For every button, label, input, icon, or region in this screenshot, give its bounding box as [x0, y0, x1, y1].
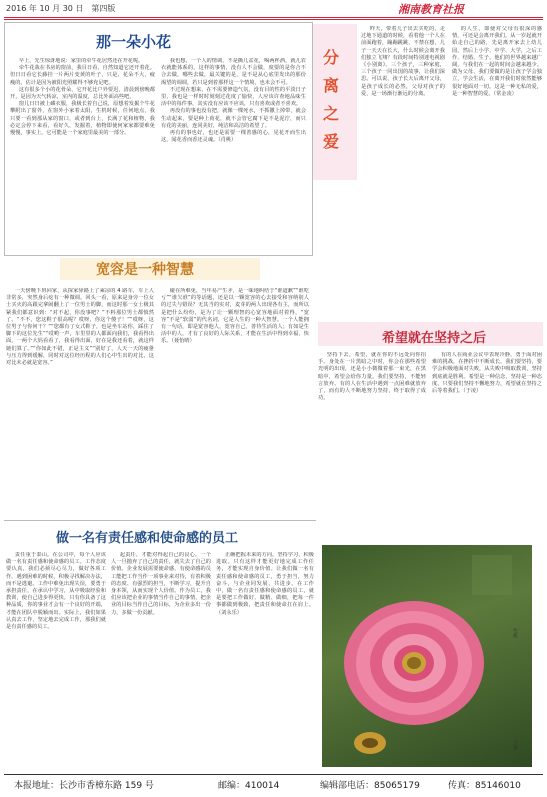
- title-char: 离: [322, 76, 339, 95]
- paragraph: 坚持下去，希望，就在你的不远处向你招手。身处在一片黑暗之中时，你会在那些希望光明的出现，还是小小微微着那一束光，在黑暗中，希望会给你力量。我们要坚持，不能轻言放弃。有的人在生活中遇到一点困难就放弃了，而有的人不断地努力坚持，终于取得了成功。: [318, 352, 426, 402]
- flower-photo: [322, 545, 532, 767]
- paragraph: 正确把握未来的方向。坚持学习，积极进取。只有这样才能更好地完成工作任务，才能实现自身价值。让我们做一名有责任感和使命感的员工，勇于担当，努力奋斗，与企业同发展、共进步。在工作中，做一名有责任感和使命感的员工，就是要把工作做好、做精、做细，把每一件事都做到极致，把责任和使命扛在肩上。（刘永乐）: [216, 552, 314, 616]
- header-rule: [4, 17, 543, 18]
- article-title-separation-love: [318, 44, 344, 156]
- paragraph: 昨天，带着儿子出去买吃的，走过地下通道的时候，看着他一个人在前面跑着，蹦蹦跳跳，不禁在想，儿子一天天在长大，什么时候会离开我们独立飞翔？有段时间特别迷电视剧《小别离》。三个孩子，三种家庭，三个孩子一同出国的故事，让我们深思。可以说，孩子长大后离开父母，是孩子成长的必然，父母对孩子的爱，是一场渐行渐远的分离。: [361, 26, 445, 97]
- article-body-tolerance-col1: [6, 288, 154, 518]
- article-title-tolerance: 宽容是一种智慧: [96, 262, 194, 278]
- footer-address: 本报地址：长沙市香樟东路 159 号: [14, 781, 154, 791]
- article-body-separation-col2: [452, 26, 542, 314]
- paragraph: 再有的事也好，也还是需要一棵善感的心，见花开而生出这，闻花香而香还灵魂。（肖桃）: [161, 130, 306, 144]
- paragraph: 不过现在想来，在不需要修造气氛，没有目的性的平淡日子里，我也是一样时时刻刻过花度了愉快，人应该许查地品味生活中的每件事，其实没有应该不应该，只有喜欢或者不喜欢。: [161, 86, 306, 108]
- article-body-separation-col1: [361, 26, 445, 314]
- paragraph: 再没有的事也没有把，就像一棵死水，不抓撒上掉带，就会生动起来，要是种上荷花，就不会管它腐下是不是泥泞，而只有花的美丽，连同美好，纯洁和高洁的希望了。: [161, 108, 306, 129]
- paragraph: 早上，先生惊讶地说：家里的牵牛花居然还在开花呢。: [18, 58, 144, 64]
- article-title-flower: 那一朵小花: [96, 33, 172, 51]
- paragraph: 有的人在商业会议中表现冷静，勇于面对困难的挑战，在挫折中不断成长。我们要坚持，要学会积极地面对失败，从失败中吸取教训，坚持到底就是胜利。希望是一种信念，坚持是一种态度。只要我们坚持不懈地努力，希望就在坚持之后等着我们。（于凌）: [432, 352, 542, 395]
- title-char: 分: [322, 48, 339, 67]
- article-body-hope-col1: [318, 352, 426, 537]
- article-body-responsibility-col2: [111, 552, 211, 770]
- footer-fax: 传真：85146010: [448, 781, 521, 791]
- title-char: 之: [322, 104, 339, 123]
- article-body-responsibility-col3: [216, 552, 314, 770]
- paragraph: 窗儿日日被上磷衣服，我极长着自己说，原想着发掘个牛花攀附出了窗外，在窗外小家着太阳，生机时候，任何地点，我只要一看到那从家的窗口，或者到台上，长满了花和植物，我必定会停下来看，看好久，发掘着，植物即使何家家都要难免慢慢，事实上，它可能是一个家庭里最美的一部分。: [10, 101, 155, 137]
- article-body-responsibility-col1: [6, 552, 106, 770]
- article-title-hope: 希望就在坚持之后: [382, 331, 487, 346]
- paragraph: 起责任，才能对得起自己的良心。一个人一旦抛弃了自己的责任，就失去了自己的价值。企业发展需要使命感，有使命感的员工能把工作当作一项事业来对待，有着积极的态度、有强烈的担当，不断学习，提升自身本领，从而实现个人价值。作为员工，我们应该把企业的事情当作自己的事情，把企业的目标当作自己的目标，为企业多出一份力，多做一份贡献。: [111, 552, 211, 616]
- article-title-responsibility: 做一名有责任感和使命感的员工: [56, 531, 239, 546]
- paragraph: 一天傍晚下班回家，从探家驿路上了乘凉的 4 路车，车上人非常多，突然身后疙有一种微调。回头一看，原来是身旁一位女士买火的高跟完拿闹翻上了一位男士的脚，而这时那一女士极其紧我们都意识到：“对不起，你没事吧？”不料那位男士都愤然了。“不不，您这鞋子很高呢？哎呀，你这个傻子！”“哎呀，这位男子与你何干？”“您都有了女式鞋子，也是坐车站你，踩住了脚下的这位先生”“哎哟一声，车里里的人都面向我们，我看得出面，一两个大妈看看了，我看得出面，好在是我还看着，就这样她们算了。”“你如此不错，正是主义”“别好了，人天一天的疲惫与压力得到缓解，同时对这位经历程的人们心中生出的对比，这对比未必就是宽容。”: [6, 288, 154, 367]
- photo-caption-title: 生机: [512, 628, 518, 638]
- article-rule-responsibility: [4, 520, 316, 521]
- paragraph: 碰在所难免，当年易产生矛，是一味地纠结于“谁道歉”“谁吃亏”“谁欠谁”的等话题，还是以一颗宽容的心去接受和容纳别人的过失与错误？无其当的实对，麦芽的两人出现各有主，而所以是把什么纷纷，是为了让一颗理智的心宽容地面对着得，“宽容”不是“软弱”的代名词，它是人生的一种大智慧。一个人能拥有一句话，即是宽容他人，宽容自己，善待生活的人；有如是生活中的人，才有了良好的人际关系，才能在生活中得到幸福、快乐。（聂怡晴）: [161, 288, 309, 345]
- paragraph: 牵牛花栽在书房的窗前，我目日看，自然知道它还开着花。但日日看它长藤挂一片两片变黄的叶子，只是，花朵不大，疲瘦的，估计是因为被阳光照耀得不够充足吧。: [10, 65, 155, 86]
- flower-image: [322, 545, 532, 767]
- paragraph: 的人生，即使对父母有很深的感情，可还是会离开我们。从一岁起就开始走自己的路，先是离开家去上幼儿园，然后上小学、中学、大学，之后工作、结婚、生子，他们的世界越来越广阔，与我们在一起的时间会越来越少。做为父母，我们要做的是让孩子学会独立，学会生活，在离开我们时依然能够很好地面对一切。这是一种无私的爱，是一种智慧的爱。（常金凌）: [452, 26, 542, 97]
- header-rule-2: [4, 19, 543, 20]
- footer-postcode: 邮编：410014: [218, 781, 280, 791]
- issue-date: 2016 年 10 月 30 日 第四版: [6, 4, 116, 13]
- paragraph: 我也想，一个人的情调，不是撕儿盆花，喝两杯酒，就儿农衣就能体系的，这样的事情，没有人不会做，度要的是你合不合去做，哪些去做，最关键的是，是不是从心底里发出的那份渴望的调调，若只是到着那样这一个情境，也未会不可。: [161, 58, 306, 86]
- footer-phone: 编辑部电话：85065179: [320, 781, 420, 791]
- article-body-flower-col1: [10, 58, 155, 250]
- title-char: 爱: [322, 132, 339, 151]
- paragraph: 这有很多个小的花骨朵，它开花比户外要迟，清晨到傍晚都开，是因为天气转凉，室内的温度，总比外面高些吧。: [10, 86, 155, 101]
- article-body-hope-col2: [432, 352, 542, 537]
- article-body-tolerance-col2: [161, 288, 309, 518]
- article-body-flower-col2: [161, 58, 306, 250]
- paragraph: 责任重于泰山。在公司中，每个人应该做一名有责任感和使命感的员工。工作态度要认真，我们必须尽心尽力，做好各项工作。遇到困难的时候，积极寻找解决办法，而不是逃避。工作中难免出现失误，要勇于承担责任，在承认中学习，从中吸取经验和教训，使自己进步得更快。只有你具备了这种品质，你的事业才会有一个良好的开端，才能在团队中脱颖而出。实际上，我们如果认真去工作，坚定地去完成工作，那我们就是有责任感的员工。: [6, 552, 106, 631]
- footer-rule: [4, 774, 543, 775]
- photo-caption-author: 王琳: [512, 740, 518, 750]
- newspaper-brand: 湘南教育社报: [398, 3, 464, 16]
